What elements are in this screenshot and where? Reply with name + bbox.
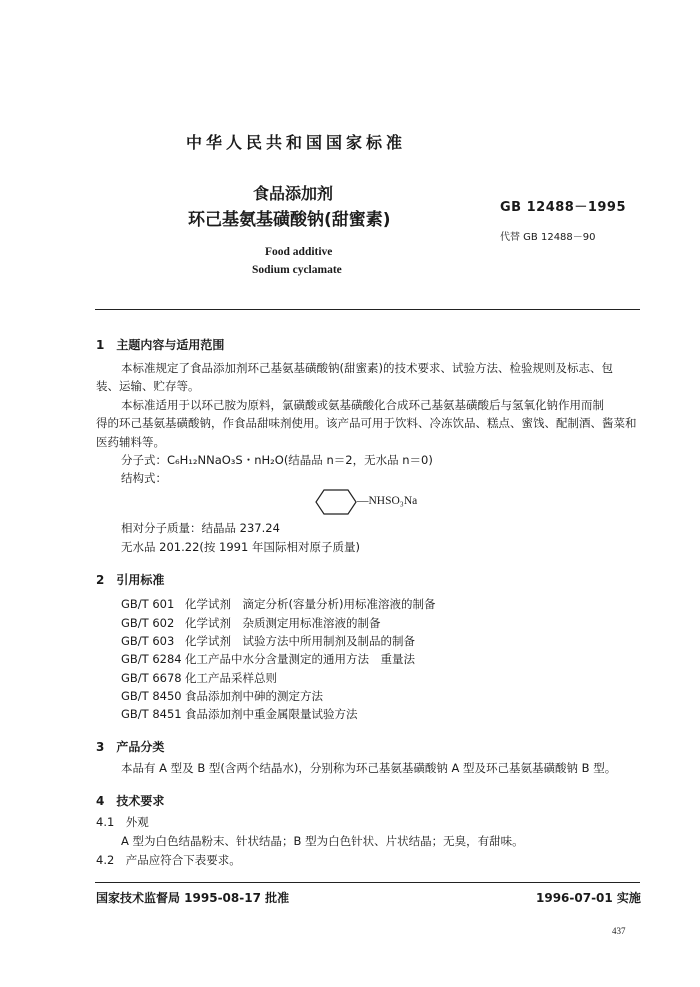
section-3-heading: 3 产品分类 [96, 740, 165, 754]
standard-number: GB 12488－1995 [500, 200, 627, 215]
reference-code: GB/T 603 [121, 634, 175, 648]
reference-code: GB/T 601 [121, 597, 175, 611]
section-4-heading: 4 技术要求 [96, 794, 165, 808]
reference-title: 化工产品采样总则 [185, 671, 277, 685]
s3-paragraph: 本品有 A 型及 B 型(含两个结晶水)，分别称为环己基氨基磺酸钠 A 型及环己基氨基磺酸钠 B 型。 [121, 761, 617, 775]
reference-code: GB/T 8451 [121, 707, 182, 721]
footer-divider [95, 882, 640, 883]
doc-title-line2: 环己基氨基磺酸钠(甜蜜素) [188, 210, 391, 230]
approval-date: 国家技术监督局 1995-08-17 批准 [96, 891, 290, 905]
reference-row [121, 670, 277, 686]
appearance-text: A 型为白色结晶粉末、针状结晶；B 型为白色针状、片状结晶；无臭，有甜味。 [121, 834, 524, 848]
molecular-formula: 分子式：C₆H₁₂NNaO₃S・nH₂O(结晶品 n＝2，无水品 n＝0) [121, 453, 433, 467]
header-divider [95, 309, 640, 310]
issuing-body-title: 中华人民共和国国家标准 [186, 133, 407, 152]
s1-para2-line2: 得的环己基氨基磺酸钠，作食品甜味剂使用。该产品可用于饮料、冷冻饮品、糕点、蜜饯、配制酒、酱菜和 [96, 416, 637, 430]
implementation-date: 1996-07-01 实施 [536, 891, 641, 905]
page-number: 437 [612, 926, 626, 936]
subsection-4-1-heading: 4.1 外观 [96, 815, 149, 829]
section-1-heading: 1 主题内容与适用范围 [96, 338, 225, 352]
s1-para1-line1: 本标准规定了食品添加剂环己基氨基磺酸钠(甜蜜素)的技术要求、试验方法、检验规则及标志、包 [121, 361, 613, 375]
section-2-heading: 2 引用标准 [96, 573, 165, 587]
molecular-weight-crystal: 相对分子质量：结晶品 237.24 [121, 521, 280, 535]
subsection-4-2-heading: 4.2 产品应符合下表要求。 [96, 853, 241, 867]
reference-title: 食品添加剂中重金属限量试验方法 [185, 707, 358, 721]
reference-row [121, 633, 415, 649]
english-title-line2: Sodium cyclamate [252, 264, 342, 276]
s1-para2-line1: 本标准适用于以环己胺为原料，氯磺酸或氨基磺酸化合成环己基氨基磺酸后与氢氧化钠作用而制 [121, 398, 604, 412]
reference-code: GB/T 8450 [121, 689, 182, 703]
s1-para1-line2: 装、运输、贮存等。 [96, 379, 200, 393]
replaces-standard: 代替 GB 12488－90 [500, 232, 596, 243]
molecular-weight-anhydrous: 无水品 201.22(按 1991 年国际相对原子质量) [121, 540, 360, 554]
reference-row [121, 688, 323, 704]
reference-row [121, 615, 381, 631]
reference-row [121, 706, 358, 722]
structure-substituent: —NHSO₃Na [357, 495, 418, 507]
reference-row [121, 651, 415, 667]
reference-code: GB/T 6284 [121, 652, 182, 666]
s1-para2-line3: 医药辅料等。 [96, 435, 165, 449]
cyclohexane-ring-icon [314, 487, 358, 517]
reference-code: GB/T 6678 [121, 671, 182, 685]
reference-row [121, 596, 435, 612]
reference-title: 食品添加剂中砷的测定方法 [185, 689, 323, 703]
doc-title-line1: 食品添加剂 [253, 184, 334, 203]
reference-code: GB/T 602 [121, 616, 175, 630]
structure-label: 结构式： [121, 471, 167, 485]
english-title-line1: Food additive [265, 246, 333, 258]
reference-title: 化学试剂 杂质测定用标准溶液的制备 [185, 616, 381, 630]
reference-title: 化学试剂 滴定分析(容量分析)用标准溶液的制备 [185, 597, 436, 611]
reference-title: 化工产品中水分含量测定的通用方法 重量法 [185, 652, 415, 666]
reference-title: 化学试剂 试验方法中所用制剂及制品的制备 [185, 634, 415, 648]
